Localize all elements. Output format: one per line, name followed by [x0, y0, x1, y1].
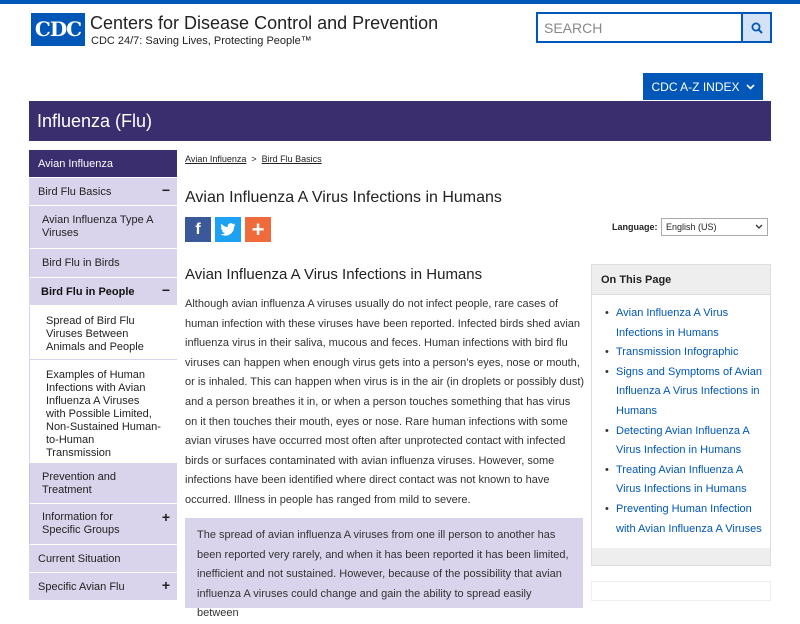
sidebar-item-label: Information for Specific Groups: [42, 511, 120, 536]
site-banner: Influenza (Flu): [29, 101, 771, 141]
sidebar-item-current-situation[interactable]: [29, 545, 177, 573]
org-name[interactable]: Centers for Disease Control and Prevention: [90, 13, 439, 33]
search-input[interactable]: [538, 14, 743, 41]
twitter-icon: [220, 223, 236, 237]
link-text[interactable]: Treating Avian Influenza A Virus Infections in Humans: [616, 463, 747, 496]
sidebar-item-label: Avian Influenza Type A Viruses: [42, 214, 153, 239]
plus-icon: +: [251, 216, 265, 242]
link-text[interactable]: Signs and Symptoms of Avian Influenza A Virus Infections in Humans: [616, 365, 762, 417]
breadcrumb: [185, 154, 322, 164]
sidebar-item-label: Avian Influenza: [38, 158, 114, 170]
top-accent-bar: [0, 0, 800, 4]
collapse-icon[interactable]: −: [161, 282, 170, 298]
sidebar-item-label: Examples of Human Infections with Avian Influenza A Viruses with Possible Limited, Non-Sustained Human-to-Human Transmission: [46, 369, 161, 459]
on-this-page-title: On This Page: [592, 265, 770, 295]
section-title: Avian Influenza A Virus Infections in Humans: [185, 266, 483, 283]
on-this-page-list: [592, 295, 770, 548]
language-selected-value: English (US): [666, 222, 717, 232]
on-this-page-link[interactable]: [616, 422, 764, 461]
link-text[interactable]: Transmission Infographic: [616, 346, 739, 359]
breadcrumb-separator: >: [251, 154, 257, 164]
expand-icon[interactable]: +: [161, 577, 170, 593]
sidebar-item-human-transmission-examples[interactable]: [29, 360, 177, 464]
sidebar-nav: [29, 150, 177, 601]
sidebar-item-label: Bird Flu in People: [41, 286, 135, 298]
facebook-icon: f: [195, 220, 201, 238]
search-icon: [751, 22, 763, 34]
search-button[interactable]: [741, 14, 770, 41]
search-box: [536, 12, 772, 43]
on-this-page-link[interactable]: [616, 343, 764, 363]
sidebar-item-label: Specific Avian Flu: [38, 581, 125, 593]
sidebar-item-spread-of-bird-flu[interactable]: [29, 306, 177, 360]
more-share-button[interactable]: [245, 217, 271, 242]
language-select[interactable]: [661, 218, 768, 236]
sidebar-item-label: Prevention and Treatment: [42, 471, 116, 496]
page-title: Avian Influenza A Virus Infections in Humans: [185, 189, 502, 206]
az-index-button[interactable]: [643, 73, 763, 100]
sidebar-item-bird-flu-basics[interactable]: [29, 178, 177, 206]
on-this-page-link[interactable]: [616, 500, 764, 539]
tagline: CDC 24/7: Saving Lives, Protecting People™: [91, 35, 312, 47]
sidebar-item-specific-groups[interactable]: [29, 504, 177, 545]
social-share: [185, 217, 271, 242]
sidebar-item-label: Bird Flu Basics: [38, 186, 112, 198]
secondary-panel: [591, 581, 771, 601]
collapse-icon[interactable]: −: [161, 182, 170, 198]
az-index-label: CDC A-Z INDEX: [651, 79, 740, 94]
on-this-page-link[interactable]: [616, 461, 764, 500]
sidebar-item-label: Bird Flu in Birds: [42, 257, 120, 269]
breadcrumb-link-avian-influenza[interactable]: Avian Influenza: [185, 154, 247, 164]
link-text[interactable]: Detecting Avian Influenza A Virus Infection in Humans: [616, 424, 750, 457]
sidebar-item-type-a-viruses[interactable]: [29, 206, 177, 249]
chevron-down-icon: [746, 84, 755, 90]
language-label: Language:: [612, 222, 658, 232]
body-paragraph: Although avian influenza A viruses usually do not infect people, rare cases of human infection with these viruses have been reported. Infected birds shed avian influenza virus in their saliva, mucous and feces. Human infections with bird flu viruses can happen when enough virus gets into a person’s eyes, nose or mouth, or is inhaled. This can happen when virus is in the air (in droplets or possibly dust) and a person breathes it in, or when a person touches something that has virus on it then touches their mouth, eyes or nose. Rare human infections with some avian viruses have occurred most often after unprotected contact with infected birds or surfaces contaminated with avian influenza viruses. However, some infections have been identified where direct contact was not known to have occurred. Illness in people has ranged from mild to severe.: [185, 298, 585, 506]
sidebar-item-bird-flu-in-people[interactable]: [29, 278, 177, 306]
sidebar-item-bird-flu-in-birds[interactable]: [29, 249, 177, 278]
sidebar-item-avian-influenza[interactable]: [29, 150, 177, 178]
expand-icon[interactable]: +: [161, 509, 170, 525]
sidebar-item-label: Spread of Bird Flu Viruses Between Animals and People: [46, 315, 144, 353]
link-text[interactable]: Preventing Human Infection with Avian Influenza A Viruses: [616, 502, 762, 535]
sidebar-item-specific-avian-flu[interactable]: [29, 573, 177, 601]
cdc-logo[interactable]: CDC: [31, 13, 85, 46]
on-this-page-link[interactable]: [616, 304, 764, 343]
link-text[interactable]: Avian Influenza A Virus Infections in Humans: [616, 307, 729, 339]
on-this-page-panel: [591, 264, 771, 566]
callout-text: The spread of avian influenza A viruses from one ill person to another has been reported very rarely, and when it has been reported it has been limited, inefficient and not sustained. However, because of the possibility that avian influenza A viruses could change and gain the ability to spread easily between: [197, 529, 569, 620]
facebook-share-button[interactable]: [185, 217, 211, 242]
sidebar-item-label: Current Situation: [38, 553, 121, 565]
on-this-page-link[interactable]: [616, 363, 764, 422]
twitter-share-button[interactable]: [215, 217, 241, 242]
chevron-down-icon: [755, 219, 763, 240]
callout-box: [185, 518, 583, 620]
breadcrumb-link-bird-flu-basics[interactable]: Bird Flu Basics: [261, 154, 322, 164]
sidebar-item-prevention-treatment[interactable]: [29, 464, 177, 504]
